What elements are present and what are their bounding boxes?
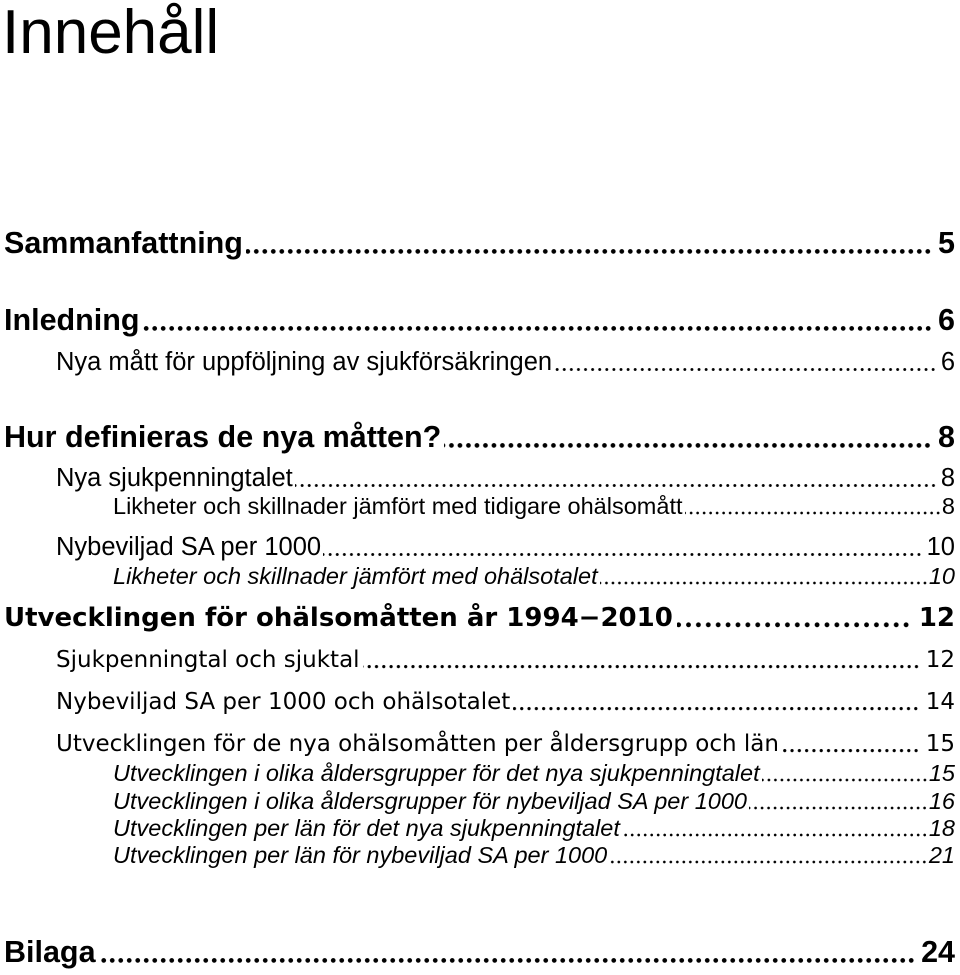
toc-entry-page: 10 bbox=[926, 533, 955, 561]
toc-entry-page: 8 bbox=[938, 420, 955, 454]
toc-entry-title: Nybeviljad SA per 1000 bbox=[56, 533, 322, 561]
toc-entry-sjukpenningtal-och-sjuktal[interactable] bbox=[56, 646, 955, 674]
toc-entry-page: 12 bbox=[918, 603, 955, 633]
toc-entry-title: Hur definieras de nya måtten? bbox=[4, 420, 442, 454]
toc-entry-title: Bilaga bbox=[4, 935, 96, 969]
toc-entry-nybeviljad-sa-och-ohalsotalet[interactable] bbox=[56, 688, 955, 716]
toc-entry-nya-matt-for-uppfoljning[interactable] bbox=[56, 347, 955, 377]
toc-entry-page: 18 bbox=[928, 815, 955, 841]
toc-leader-dots bbox=[622, 814, 928, 842]
toc-leader-dots bbox=[444, 419, 932, 455]
toc-leader-dots bbox=[762, 759, 928, 787]
toc-entry-page: 6 bbox=[940, 348, 955, 376]
toc-entry-title: Sammanfattning bbox=[4, 226, 243, 260]
toc-entry-nya-sjukpenningtalet[interactable] bbox=[56, 463, 955, 493]
toc-entry-page: 15 bbox=[925, 731, 955, 757]
toc-entry-utvecklingen-1994-2010[interactable] bbox=[4, 602, 955, 634]
toc-entry-title: Nya sjukpenningtalet bbox=[56, 464, 293, 492]
toc-leader-dots bbox=[99, 934, 916, 970]
toc-entry-page: 15 bbox=[928, 760, 955, 786]
toc-entry-title: Sjukpenningtal och sjuktal bbox=[56, 647, 360, 673]
toc-entry-page: 10 bbox=[928, 563, 955, 589]
toc-entry-title: Utvecklingen per län för det nya sjukpenningtalet bbox=[113, 815, 620, 841]
toc-entry-title: Nybeviljad SA per 1000 och ohälsotalet bbox=[56, 689, 511, 715]
toc-entry-page: 16 bbox=[928, 788, 955, 814]
toc-entry-hur-definieras[interactable] bbox=[4, 419, 955, 455]
toc-entry-title: Likheter och skillnader jämfört med ohälsotalet bbox=[113, 563, 598, 589]
toc-entry-title: Utvecklingen per län för nybeviljad SA per 1000 bbox=[113, 842, 608, 868]
toc-leader-dots bbox=[609, 841, 928, 869]
toc-entry-aldersgrupper-nybeviljad-sa[interactable] bbox=[113, 787, 955, 815]
toc-entry-nybeviljad-sa[interactable] bbox=[56, 532, 955, 562]
toc-leader-dots bbox=[363, 646, 920, 674]
toc-entry-page: 21 bbox=[928, 842, 955, 868]
toc-entry-title: Utvecklingen i olika åldersgrupper för nybeviljad SA per 1000 bbox=[113, 788, 747, 814]
toc-entry-page: 24 bbox=[921, 935, 955, 969]
toc-entry-page: 14 bbox=[925, 689, 955, 715]
toc-entry-page: 8 bbox=[941, 493, 955, 519]
toc-leader-dots bbox=[782, 730, 920, 758]
toc-entry-title: Utvecklingen i olika åldersgrupper för det nya sjukpenningtalet bbox=[113, 760, 760, 786]
toc-entry-page: 5 bbox=[938, 226, 955, 260]
toc-entry-sammanfattning[interactable] bbox=[4, 225, 955, 261]
toc-entry-title: Utvecklingen för ohälsomåtten år 1994−2010 bbox=[4, 603, 673, 633]
toc-leader-dots bbox=[143, 302, 932, 338]
toc-leader-dots bbox=[677, 602, 911, 634]
toc-entry-page: 8 bbox=[940, 464, 955, 492]
toc-entry-inledning[interactable] bbox=[4, 302, 955, 338]
toc-entry-title: Inledning bbox=[4, 303, 140, 337]
toc-leader-dots bbox=[685, 492, 941, 520]
toc-entry-aldersgrupp-och-lan[interactable] bbox=[56, 730, 955, 758]
toc-entry-aldersgrupper-sjukpenningtalet[interactable] bbox=[113, 759, 955, 787]
toc-leader-dots bbox=[295, 463, 937, 493]
toc-entry-likheter-ohalsotalet[interactable] bbox=[113, 562, 955, 590]
page-title: Innehåll bbox=[2, 0, 220, 67]
toc-entry-page: 6 bbox=[938, 303, 955, 337]
toc-entry-likheter-tidigare-ohalsomatt[interactable] bbox=[113, 492, 955, 520]
toc-leader-dots bbox=[600, 562, 928, 590]
toc-entry-page: 12 bbox=[925, 647, 955, 673]
toc-leader-dots bbox=[554, 347, 937, 377]
toc-leader-dots bbox=[513, 688, 919, 716]
toc-leader-dots bbox=[323, 532, 923, 562]
toc-entry-title: Likheter och skillnader jämfört med tidigare ohälsomått bbox=[113, 493, 683, 519]
toc-leader-dots bbox=[749, 787, 928, 815]
toc-entry-lan-nybeviljad-sa[interactable] bbox=[113, 841, 955, 869]
toc-entry-title: Nya mått för uppföljning av sjukförsäkringen bbox=[56, 348, 553, 376]
toc-entry-title: Utvecklingen för de nya ohälsomåtten per åldersgrupp och län bbox=[56, 731, 779, 757]
toc-entry-bilaga[interactable] bbox=[4, 934, 955, 970]
toc-leader-dots bbox=[246, 225, 932, 261]
toc-entry-lan-sjukpenningtalet[interactable] bbox=[113, 814, 955, 842]
